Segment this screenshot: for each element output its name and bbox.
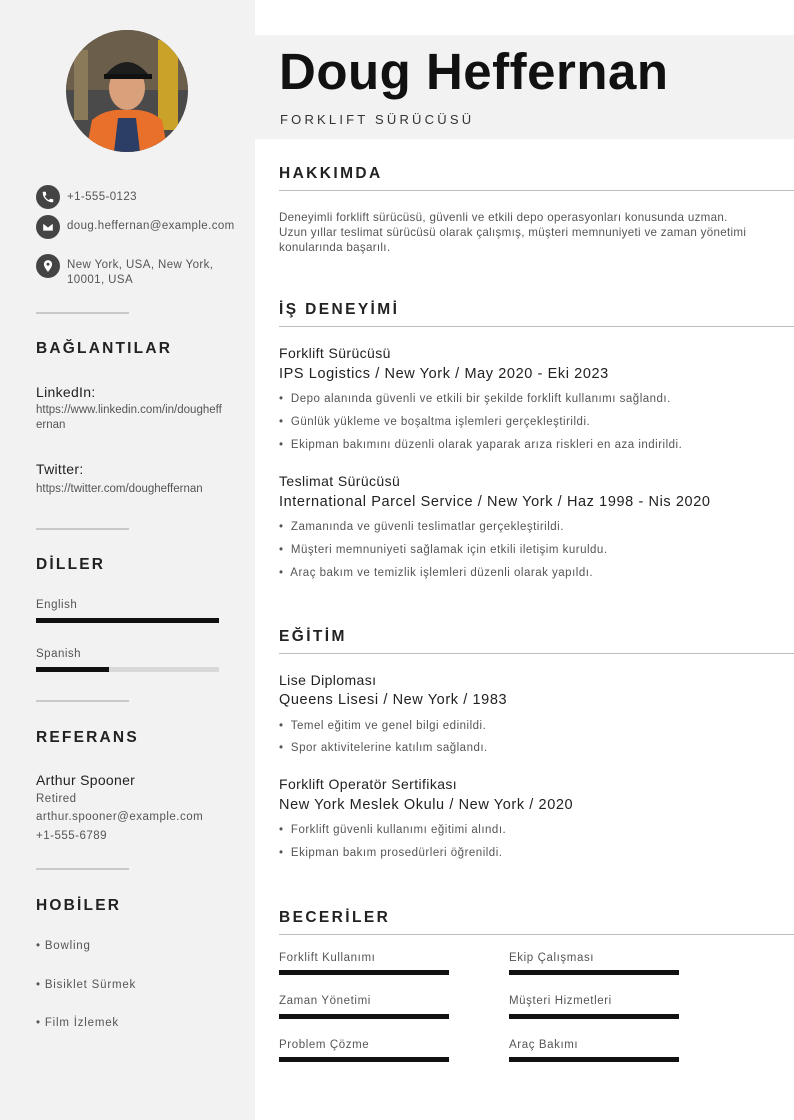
bullet-item: • Ekipman bakımını düzenli olarak yaparak arıza riskleri en aza indirildi. <box>279 439 683 451</box>
language-name: English <box>36 599 78 611</box>
envelope-icon <box>36 215 60 239</box>
bullet-text: Ekipman bakımını düzenli olarak yaparak arıza riskleri en aza indirildi. <box>290 439 683 451</box>
bullet-text: Günlük yükleme ve boşaltma işlemleri gerçekleştirildi. <box>290 416 591 428</box>
skill-level-bar <box>509 1057 679 1062</box>
bullet-text: Zamanında ve güvenli teslimatlar gerçekleştirildi. <box>290 521 564 533</box>
reference-name: Arthur Spooner <box>36 772 136 788</box>
skill-name: Ekip Çalışması <box>509 952 595 964</box>
about-text: Deneyimli forklift sürücüsü, güvenli ve etkili depo operasyonları konusunda uzman. Uzun yıllar teslimat sürücüsü olarak çalışmış, müşteri memnuniyeti ve zaman yönetimi konularında başarılı. <box>279 211 747 254</box>
job-subtitle: IPS Logistics / New York / May 2020 - Eki 2023 <box>279 366 609 382</box>
education-subtitle: Queens Lisesi / New York / 1983 <box>279 692 508 708</box>
skill-level-bar <box>279 1057 449 1062</box>
email-text[interactable]: doug.heffernan@example.com <box>67 220 235 232</box>
skill-name: Zaman Yönetimi <box>279 995 371 1007</box>
address-text: New York, USA, New York, 10001, USA <box>67 259 214 286</box>
twitter-label: Twitter: <box>36 461 84 477</box>
skill-level-bar <box>279 970 449 975</box>
bullet-item: • Depo alanında güvenli ve etkili bir şekilde forklift kullanımı sağlandı. <box>279 393 671 405</box>
bullet-item: • Forklift güvenli kullanımı eğitimi alındı. <box>279 824 507 836</box>
bullet-text: Temel eğitim ve genel bilgi edinildi. <box>290 720 487 732</box>
reference-email[interactable]: arthur.spooner@example.com <box>36 811 204 823</box>
skill-level-bar <box>509 1014 679 1019</box>
bullet-item: • Günlük yükleme ve boşaltma işlemleri gerçekleştirildi. <box>279 416 591 428</box>
skill-name: Araç Bakımı <box>509 1039 579 1051</box>
education-title: Forklift Operatör Sertifikası <box>279 776 458 792</box>
hobbies-heading: HOBİLER <box>36 897 122 914</box>
language-name: Spanish <box>36 648 82 660</box>
hobby-label: Bowling <box>44 940 91 952</box>
languages-heading: DİLLER <box>36 556 106 573</box>
linkedin-label: LinkedIn: <box>36 384 96 400</box>
bullet-text: Araç bakım ve temizlik işlemleri düzenli olarak yapıldı. <box>290 567 594 579</box>
section-divider <box>279 326 794 327</box>
hobby-item: • Bisiklet Sürmek <box>36 979 137 991</box>
twitter-link[interactable]: https://twitter.com/dougheffernan <box>36 483 203 495</box>
phone-text: +1-555-0123 <box>67 191 137 203</box>
experience-heading: İŞ DENEYİMİ <box>279 301 400 318</box>
contact-address <box>36 254 227 288</box>
job-title: FORKLIFT SÜRÜCÜSÜ <box>280 112 475 127</box>
sidebar-divider <box>36 312 129 314</box>
language-level-fill <box>36 667 109 672</box>
bullet-item: • Ekipman bakım prosedürleri öğrenildi. <box>279 847 503 859</box>
section-divider <box>279 934 794 935</box>
bullet-item: • Temel eğitim ve genel bilgi edinildi. <box>279 720 487 732</box>
skill-level-fill <box>509 1057 679 1062</box>
language-level-bar <box>36 618 219 623</box>
language-level-fill <box>36 618 219 623</box>
candidate-name: Doug Heffernan <box>279 43 669 100</box>
bullet-item: • Müşteri memnuniyeti sağlamak için etkili iletişim kuruldu. <box>279 544 608 556</box>
sidebar-divider <box>36 868 129 870</box>
skill-level-fill <box>279 970 449 975</box>
skill-name: Problem Çözme <box>279 1039 370 1051</box>
skill-level-fill <box>509 1014 679 1019</box>
hobby-label: Film İzlemek <box>44 1017 119 1029</box>
bullet-text: Forklift güvenli kullanımı eğitimi alındı. <box>290 824 507 836</box>
profile-photo <box>66 30 188 152</box>
about-heading: HAKKIMDA <box>279 165 383 182</box>
skill-level-fill <box>509 970 679 975</box>
contact-email <box>36 215 235 239</box>
bullet-text: Ekipman bakım prosedürleri öğrenildi. <box>290 847 503 859</box>
reference-phone: +1-555-6789 <box>36 830 108 842</box>
bullet-text: Spor aktivitelerine katılım sağlandı. <box>290 742 488 754</box>
bullet-item: • Zamanında ve güvenli teslimatlar gerçekleştirildi. <box>279 521 564 533</box>
contact-phone <box>36 185 227 209</box>
job-title-entry: Teslimat Sürücüsü <box>279 473 401 489</box>
hobby-item: • Bowling <box>36 940 91 952</box>
skill-name: Müşteri Hizmetleri <box>509 995 612 1007</box>
skill-level-bar <box>279 1014 449 1019</box>
hobby-label: Bisiklet Sürmek <box>44 979 137 991</box>
bullet-item: • Araç bakım ve temizlik işlemleri düzenli olarak yapıldı. <box>279 567 594 579</box>
job-subtitle: International Parcel Service / New York / Haz 1998 - Nis 2020 <box>279 494 711 510</box>
reference-heading: REFERANS <box>36 729 139 746</box>
job-title-entry: Forklift Sürücüsü <box>279 345 391 361</box>
skill-level-bar <box>509 970 679 975</box>
section-divider <box>279 653 794 654</box>
bullet-text: Müşteri memnuniyeti sağlamak için etkili iletişim kuruldu. <box>290 544 608 556</box>
links-heading: BAĞLANTILAR <box>36 340 173 357</box>
phone-icon <box>36 185 60 209</box>
education-title: Lise Diploması <box>279 672 377 688</box>
sidebar-divider <box>36 528 129 530</box>
skill-level-fill <box>279 1057 449 1062</box>
section-divider <box>279 190 794 191</box>
hobby-item: • Film İzlemek <box>36 1017 119 1029</box>
skill-name: Forklift Kullanımı <box>279 952 376 964</box>
skills-heading: BECERİLER <box>279 909 391 926</box>
education-subtitle: New York Meslek Okulu / New York / 2020 <box>279 797 574 813</box>
bullet-text: Depo alanında güvenli ve etkili bir şekilde forklift kullanımı sağlandı. <box>290 393 671 405</box>
sidebar-divider <box>36 700 129 702</box>
language-level-bar <box>36 667 219 672</box>
bullet-item: • Spor aktivitelerine katılım sağlandı. <box>279 742 488 754</box>
location-pin-icon <box>36 254 60 278</box>
skill-level-fill <box>279 1014 449 1019</box>
reference-role: Retired <box>36 793 77 805</box>
linkedin-link[interactable]: https://www.linkedin.com/in/dougheffernan <box>36 404 222 431</box>
education-heading: EĞİTİM <box>279 628 347 645</box>
